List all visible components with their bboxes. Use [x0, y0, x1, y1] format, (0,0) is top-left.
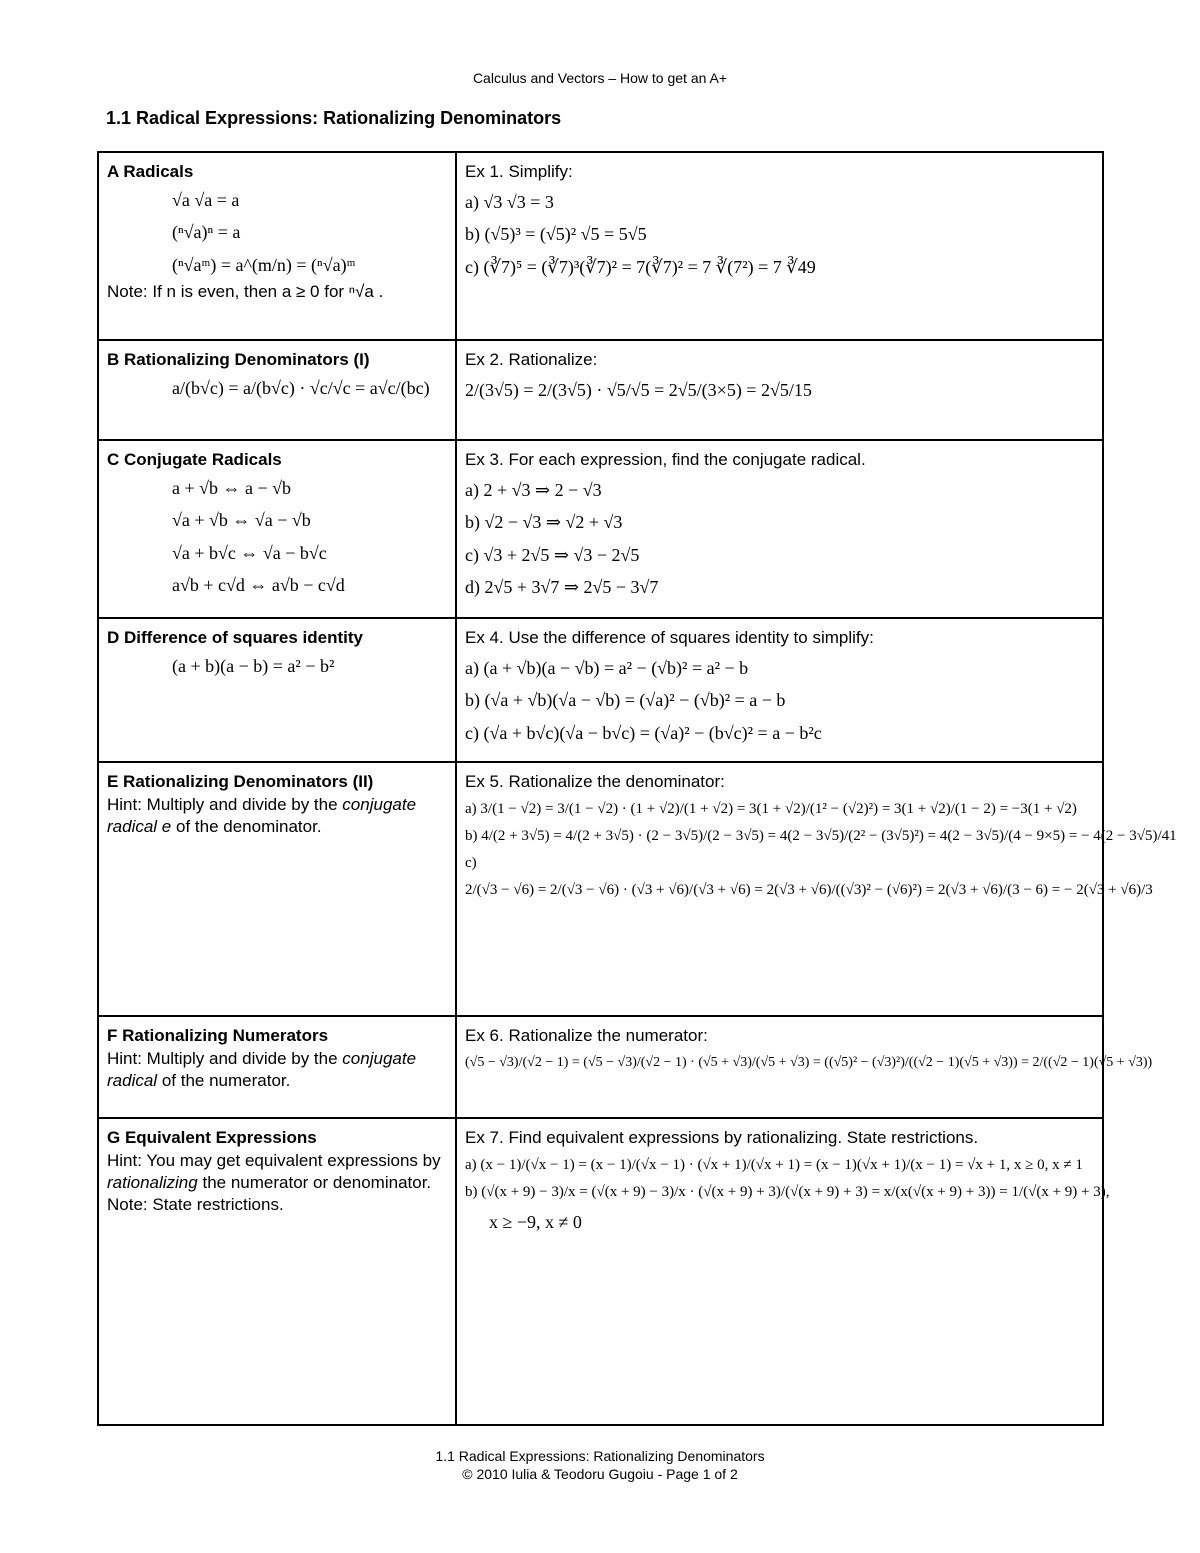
example-title: Ex 6. Rationalize the numerator:	[465, 1026, 708, 1045]
page-footer	[0, 1447, 1200, 1483]
example-line: b) (√(x + 9) − 3)/x = (√(x + 9) − 3)/x · (√(x + 9) + 3)/(√(x + 9) + 3) = x/(x(√(x + 9) + 3)) = 1/(√(x + 9) + 3),	[465, 1183, 1110, 1200]
hint-text: Hint: You may get equivalent expressions by	[107, 1150, 441, 1170]
table-row-g	[98, 1118, 1103, 1425]
example-line: x ≥ −9, x ≠ 0	[489, 1211, 582, 1232]
section-note: Note: If n is even, then a ≥ 0 for ⁿ√a .	[107, 282, 384, 302]
hint-text: of the numerator.	[161, 1071, 291, 1091]
example-title: Ex 7. Find equivalent expressions by rationalizing. State restrictions.	[465, 1128, 979, 1147]
formula: √a + √b ⇔ √a − √b	[172, 510, 311, 531]
hint-keyword: conjugate radical	[107, 1048, 417, 1091]
formula: √a √a = a	[172, 189, 240, 210]
concept-cell	[98, 340, 456, 440]
example-line: a) (x − 1)/(√x − 1) = (x − 1)/(√x − 1) · (√x + 1)/(√x + 1) = (x − 1)(√x + 1)/(x − 1) = √x + 1, x ≥ 0, x ≠ 1	[465, 1156, 1083, 1173]
running-head: Calculus and Vectors – How to get an A+	[472, 70, 728, 86]
section-heading: B Rationalizing Denominators (I)	[107, 350, 370, 369]
example-cell	[456, 340, 1103, 440]
concept-cell	[98, 1118, 456, 1425]
page-title: 1.1 Radical Expressions: Rationalizing Denominators	[106, 108, 562, 128]
example-cell	[456, 1016, 1153, 1118]
example-title: Ex 5. Rationalize the denominator:	[465, 772, 725, 791]
hint-text: the numerator or denominator.	[202, 1173, 432, 1193]
example-title: Ex 1. Simplify:	[465, 162, 573, 181]
example-cell	[456, 440, 1103, 618]
example-line: a) 3/(1 − √2) = 3/(1 − √2) · (1 + √2)/(1 + √2) = 3(1 + √2)/(1² − (√2)²) = 3(1 + √2)/(1 − 2) = −3(1 + √2)	[465, 800, 1077, 817]
example-cell	[456, 618, 1103, 762]
section-note: Note: State restrictions.	[107, 1195, 284, 1215]
table-row-e	[98, 762, 1103, 1016]
example-line: a) 2 + √3 ⇒ 2 − √3	[465, 479, 602, 500]
table-row-a	[98, 152, 1103, 340]
section-hint	[107, 794, 447, 838]
hint-text: Hint: Multiply and divide by the	[107, 1048, 338, 1068]
formula: (ⁿ√a)ⁿ = a	[172, 222, 241, 243]
example-cell	[456, 762, 1177, 1016]
formula: (ⁿ√aᵐ) = a^(m/n) = (ⁿ√a)ᵐ	[172, 254, 356, 275]
example-line: c) (√a + b√c)(√a − b√c) = (√a)² − (b√c)² = a − b²c	[465, 722, 822, 743]
example-line: c) √3 + 2√5 ⇒ √3 − 2√5	[465, 544, 640, 565]
example-title: Ex 3. For each expression, find the conjugate radical.	[465, 450, 866, 469]
concept-cell	[98, 618, 456, 762]
section-hint	[107, 1150, 447, 1194]
hint-keyword: conjugate radical e	[107, 794, 417, 837]
concept-cell	[98, 440, 456, 618]
example-line: c) (∛7)⁵ = (∛7)³(∛7)² = 7(∛7)² = 7 ∛(7²) = 7 ∛49	[465, 256, 816, 277]
concept-cell	[98, 1016, 456, 1118]
example-line: b) (√a + √b)(√a − √b) = (√a)² − (√b)² = a − b	[465, 690, 786, 711]
footer-title: 1.1 Radical Expressions: Rationalizing Denominators	[435, 1448, 765, 1464]
concept-cell	[98, 152, 456, 340]
example-line: b) (√5)³ = (√5)² √5 = 5√5	[465, 224, 647, 245]
example-line: b) 4/(2 + 3√5) = 4/(2 + 3√5) · (2 − 3√5)/(2 − 3√5) = 4(2 − 3√5)/(2² − (3√5)²) = 4(2 − 3√5)/(4 − 9×5) = − 4(2 − 3√5)/41	[465, 827, 1177, 844]
example-line: d) 2√5 + 3√7 ⇒ 2√5 − 3√7	[465, 577, 659, 598]
formula: a√b + c√d ⇔ a√b − c√d	[172, 575, 345, 596]
hint-text: Hint: Multiply and divide by the	[107, 794, 338, 814]
example-line: b) √2 − √3 ⇒ √2 + √3	[465, 512, 623, 533]
example-title: Ex 2. Rationalize:	[465, 350, 598, 369]
table-row-d	[98, 618, 1103, 762]
hint-keyword: rationalizing	[107, 1173, 198, 1193]
example-title: Ex 4. Use the difference of squares identity to simplify:	[465, 628, 874, 647]
example-line: 2/(√3 − √6) = 2/(√3 − √6) · (√3 + √6)/(√3 + √6) = 2(√3 + √6)/((√3)² − (√6)²) = 2(√3 + √6)/(3 − 6) = − 2(√3 + √6)/3	[465, 881, 1153, 898]
hint-text: of the denominator.	[176, 817, 322, 837]
formula: a + √b ⇔ a − √b	[172, 477, 292, 498]
table-row-b	[98, 340, 1103, 440]
section-heading: A Radicals	[107, 162, 194, 181]
formula: √a + b√c ⇔ √a − b√c	[172, 542, 327, 563]
example-line: c)	[465, 854, 477, 871]
section-heading: D Difference of squares identity	[107, 628, 364, 647]
section-heading: G Equivalent Expressions	[107, 1128, 317, 1147]
table-row-c	[98, 440, 1103, 618]
example-line: (√5 − √3)/(√2 − 1) = (√5 − √3)/(√2 − 1) · (√5 + √3)/(√5 + √3) = ((√5)² − (√3)²)/((√2 − 1)(√5 + √3)) = 2/((√2 − 1)(√5 + √3))	[465, 1054, 1153, 1070]
section-hint	[107, 1048, 447, 1092]
example-line: a) (a + √b)(a − √b) = a² − (√b)² = a² − b	[465, 657, 749, 678]
formula: a/(b√c) = a/(b√c) · √c/√c = a√c/(bc)	[172, 377, 430, 398]
table-row-f	[98, 1016, 1103, 1118]
example-cell	[456, 1118, 1110, 1425]
concept-cell	[98, 762, 456, 1016]
example-cell	[456, 152, 1103, 340]
summary-table	[97, 151, 1177, 1426]
section-heading: C Conjugate Radicals	[107, 450, 282, 469]
section-heading: F Rationalizing Numerators	[107, 1026, 329, 1045]
section-heading: E Rationalizing Denominators (II)	[107, 772, 374, 791]
example-line: 2/(3√5) = 2/(3√5) · √5/√5 = 2√5/(3×5) = 2√5/15	[465, 379, 812, 400]
formula: (a + b)(a − b) = a² − b²	[172, 655, 335, 676]
example-line: a) √3 √3 = 3	[465, 191, 554, 212]
footer-copyright: © 2010 Iulia & Teodoru Gugoiu - Page 1 of 2	[462, 1466, 738, 1483]
